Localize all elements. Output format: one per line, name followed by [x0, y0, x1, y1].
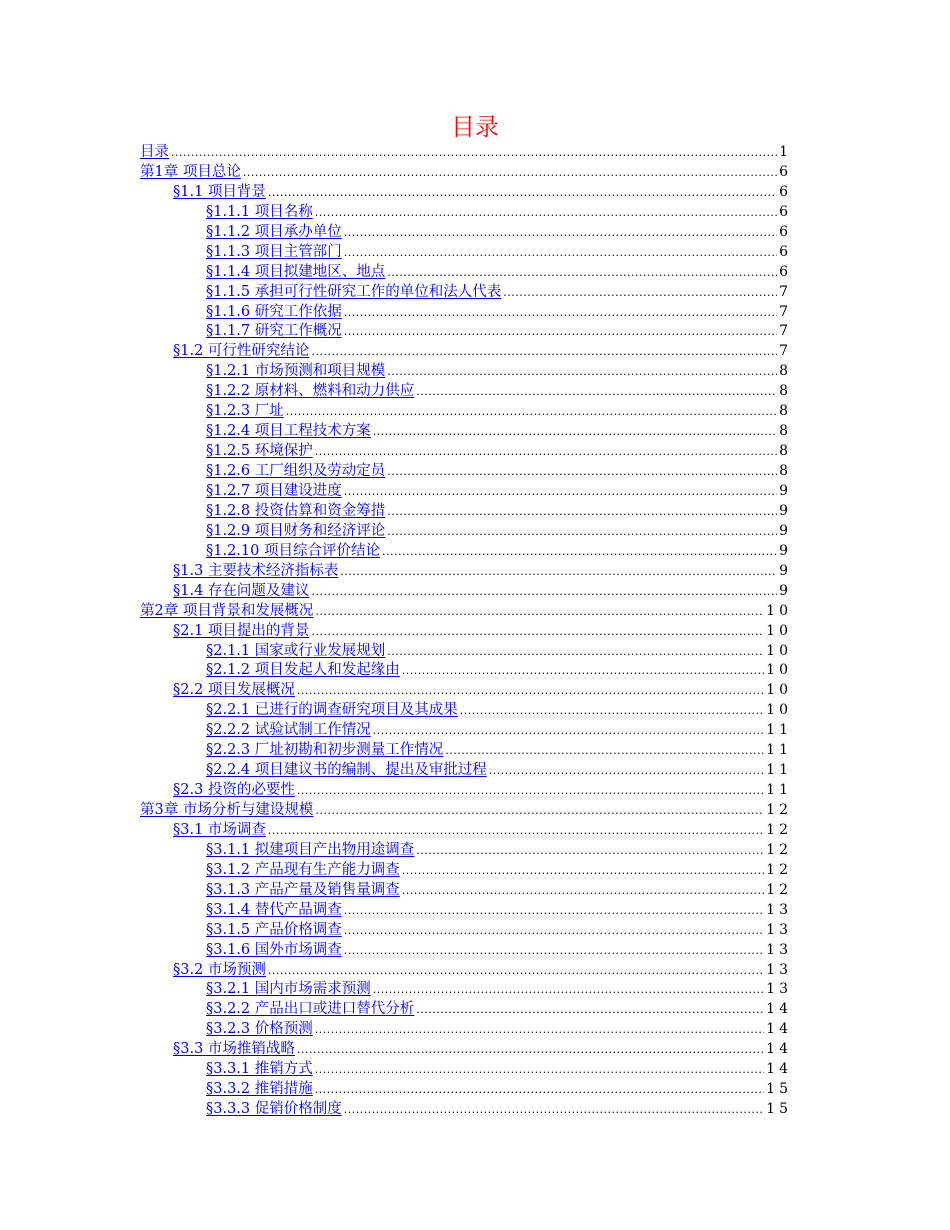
toc-entry-link[interactable]: 第1章 项目总论 — [140, 163, 241, 180]
toc-dot-leader — [344, 322, 777, 342]
toc-page-number: 15 — [766, 1101, 792, 1118]
toc-dot-leader — [297, 1040, 764, 1060]
toc-page-number: 6 — [779, 263, 792, 280]
toc-entry[interactable] — [206, 1059, 792, 1079]
toc-page-number: 8 — [779, 403, 792, 420]
toc-entry[interactable] — [173, 820, 792, 840]
toc-page-number: 14 — [766, 1001, 792, 1018]
toc-page-number: 1 — [779, 144, 792, 160]
toc-entry[interactable] — [173, 780, 792, 800]
toc-page-number: 11 — [766, 782, 792, 799]
toc-dot-leader — [311, 582, 777, 602]
toc-entry[interactable] — [173, 1039, 792, 1059]
toc-entry-link[interactable]: §2.1 项目提出的背景 — [173, 622, 310, 639]
toc-dot-leader — [268, 821, 764, 841]
toc-dot-leader — [344, 482, 777, 502]
toc-entry[interactable] — [140, 800, 792, 820]
toc-page-number: 10 — [766, 622, 792, 639]
toc-entry-link[interactable]: §1.2.2 原材料、燃料和动力供应 — [206, 383, 415, 400]
toc-dot-leader — [344, 243, 777, 263]
toc-entry-link[interactable]: §1.1.4 项目拟建地区、地点 — [206, 263, 386, 280]
toc-entry-link[interactable]: §3.2 市场预测 — [173, 961, 266, 978]
toc-entry[interactable] — [206, 1079, 792, 1099]
toc-dot-leader — [344, 941, 764, 961]
toc-entry-link[interactable]: §1.1.1 项目名称 — [206, 203, 313, 220]
toc-dot-leader — [297, 681, 764, 701]
toc-page-number: 8 — [779, 423, 792, 440]
toc-entry[interactable] — [173, 561, 792, 581]
toc-dot-leader — [315, 1080, 764, 1100]
toc-entry[interactable] — [206, 302, 792, 322]
toc-page-number: 11 — [766, 722, 792, 739]
toc-dot-leader — [503, 283, 777, 303]
toc-entry-link[interactable]: §3.2.3 价格预测 — [206, 1021, 313, 1038]
toc-page-number: 6 — [779, 163, 792, 180]
toc-entry-link[interactable]: §3.2.2 产品出口或进口替代分析 — [206, 1001, 415, 1018]
toc-page-number: 9 — [779, 562, 792, 579]
toc-page-number: 8 — [779, 383, 792, 400]
toc-entry-link[interactable]: §1.4 存在问题及建议 — [173, 582, 310, 599]
toc-dot-leader — [402, 881, 764, 901]
toc-entry[interactable] — [206, 920, 792, 940]
toc-entry-link[interactable]: §3.2.1 国内市场需求预测 — [206, 981, 371, 998]
toc-dot-leader — [344, 921, 764, 941]
toc-entry[interactable] — [206, 740, 792, 760]
toc-entry-link[interactable]: §1.1.6 研究工作依据 — [206, 303, 342, 320]
page-title: 目录 — [451, 113, 499, 141]
toc-entry-link[interactable]: §3.3.3 促销价格制度 — [206, 1101, 342, 1118]
toc-page-number: 12 — [766, 881, 792, 898]
toc-dot-leader — [387, 362, 777, 382]
toc-dot-leader — [311, 622, 764, 642]
toc-entry[interactable] — [206, 1019, 792, 1039]
toc-page-number: 9 — [779, 522, 792, 539]
toc-page-number: 6 — [779, 223, 792, 240]
toc-entry-link[interactable]: 第3章 市场分析与建设规模 — [140, 802, 314, 819]
toc-entry[interactable] — [206, 641, 792, 661]
toc-page-number: 10 — [766, 682, 792, 699]
toc-dot-leader — [171, 143, 777, 163]
toc-page-number: 15 — [766, 1081, 792, 1098]
toc-page-number: 12 — [766, 821, 792, 838]
toc-dot-leader — [489, 761, 764, 781]
toc-entry[interactable] — [206, 1099, 792, 1119]
toc-dot-leader — [373, 422, 777, 442]
toc-page-number: 10 — [766, 702, 792, 719]
toc-page-number: 13 — [766, 961, 792, 978]
toc-entry[interactable] — [206, 222, 792, 242]
toc-entry[interactable] — [206, 501, 792, 521]
toc-page-number: 6 — [779, 203, 792, 220]
toc-page-number: 14 — [766, 1041, 792, 1058]
toc-dot-leader — [373, 721, 764, 741]
toc-page-number: 9 — [779, 502, 792, 519]
toc-entry[interactable] — [206, 441, 792, 461]
toc-entry-link[interactable]: §1.2.4 项目工程技术方案 — [206, 423, 371, 440]
toc-entry-link[interactable]: §1.1.5 承担可行性研究工作的单位和法人代表 — [206, 283, 502, 300]
toc-entry-link[interactable]: §1.1.2 项目承办单位 — [206, 223, 342, 240]
toc-page-number: 7 — [779, 283, 792, 300]
toc-entry-link[interactable]: §3.1.2 产品现有生产能力调查 — [206, 861, 400, 878]
toc-entry[interactable] — [206, 282, 792, 302]
toc-page-number: 12 — [766, 841, 792, 858]
toc-entry-link[interactable]: §1.1.7 研究工作概况 — [206, 323, 342, 340]
toc-page-number: 13 — [766, 941, 792, 958]
toc-page-number: 13 — [766, 981, 792, 998]
toc-entry-link[interactable]: §1.3 主要技术经济指标表 — [173, 562, 339, 579]
toc-page-number: 14 — [766, 1021, 792, 1038]
toc-entry[interactable] — [140, 162, 792, 182]
toc-entry-link[interactable]: §1.2.8 投资估算和资金筹措 — [206, 502, 386, 519]
toc-page-number: 7 — [779, 323, 792, 340]
toc-page-number: 11 — [766, 742, 792, 759]
toc-entry-link[interactable]: §1.2.6 工厂组织及劳动定员 — [206, 463, 386, 480]
toc-dot-leader — [315, 602, 764, 622]
toc-dot-leader — [387, 502, 777, 522]
toc-dot-leader — [344, 901, 764, 921]
toc-entry-link[interactable]: §1.2 可行性研究结论 — [173, 343, 310, 360]
toc-entry[interactable] — [206, 999, 792, 1019]
toc-dot-leader — [344, 1100, 764, 1120]
toc-entry[interactable] — [206, 321, 792, 341]
toc-entry-link[interactable]: §3.1.6 国外市场调查 — [206, 941, 342, 958]
toc-dot-leader — [286, 402, 777, 422]
toc-dot-leader — [382, 542, 777, 562]
toc-page-number: 6 — [779, 243, 792, 260]
toc-dot-leader — [315, 1060, 764, 1080]
toc-entry-link[interactable]: §2.2.4 项目建议书的编制、提出及审批过程 — [206, 762, 487, 779]
toc-entry-link[interactable]: §2.2.3 厂址初勘和初步测量工作情况 — [206, 742, 444, 759]
toc-dot-leader — [315, 203, 777, 223]
toc-dot-leader — [344, 223, 777, 243]
toc-page-number: 12 — [766, 802, 792, 819]
toc-entry[interactable] — [206, 461, 792, 481]
toc-page-number: 13 — [766, 901, 792, 918]
toc-dot-leader — [387, 642, 764, 662]
toc-dot-leader — [243, 163, 777, 183]
toc-entry[interactable] — [173, 680, 792, 700]
toc-entry-link[interactable]: §1.2.7 项目建设进度 — [206, 482, 342, 499]
toc-dot-leader — [311, 342, 777, 362]
toc-entry-link[interactable]: §3.3.2 推销措施 — [206, 1081, 313, 1098]
toc-dot-leader — [445, 741, 764, 761]
toc-entry-link[interactable]: §2.2 项目发展概况 — [173, 682, 295, 699]
toc-entry[interactable] — [173, 960, 792, 980]
toc-entry-link[interactable]: §1.2.9 项目财务和经济评论 — [206, 522, 386, 539]
toc-entry[interactable] — [206, 421, 792, 441]
toc-page-number: 9 — [779, 542, 792, 559]
toc-entry[interactable] — [206, 860, 792, 880]
toc-page-number: 8 — [779, 443, 792, 460]
toc-entry[interactable] — [173, 581, 792, 601]
toc-page-number: 8 — [779, 463, 792, 480]
toc-entry-link[interactable]: §1.2.5 环境保护 — [206, 443, 313, 460]
toc-entry-link[interactable]: §2.3 投资的必要性 — [173, 782, 295, 799]
toc-entry[interactable] — [140, 142, 792, 162]
toc-page-number: 6 — [779, 183, 792, 200]
toc-entry-link[interactable]: 第2章 项目背景和发展概况 — [140, 602, 314, 619]
toc-entry-link[interactable]: §3.3 市场推销战略 — [173, 1041, 295, 1058]
toc-dot-leader — [268, 183, 777, 203]
toc-entry[interactable] — [206, 541, 792, 561]
toc-entry[interactable] — [173, 182, 792, 202]
toc-entry[interactable] — [206, 900, 792, 920]
toc-entry[interactable] — [206, 660, 792, 680]
toc-entry[interactable] — [206, 401, 792, 421]
toc-entry[interactable] — [206, 242, 792, 262]
toc-page-number: 10 — [766, 642, 792, 659]
toc-entry-link[interactable]: §2.2.2 试验试制工作情况 — [206, 722, 371, 739]
toc-dot-leader — [297, 781, 764, 801]
toc-entry-link[interactable]: §3.1.5 产品价格调查 — [206, 921, 342, 938]
toc-entry-link[interactable]: §1.2.3 厂址 — [206, 403, 284, 420]
toc-entry[interactable] — [206, 361, 792, 381]
toc-dot-leader — [340, 562, 777, 582]
toc-dot-leader — [416, 1000, 764, 1020]
toc-entry[interactable] — [206, 880, 792, 900]
toc-entry-link[interactable]: §1.2.1 市场预测和项目规模 — [206, 363, 386, 380]
toc-dot-leader — [460, 701, 764, 721]
toc-entry[interactable] — [206, 720, 792, 740]
toc-entry[interactable] — [206, 381, 792, 401]
toc-entry-link[interactable]: §2.2.1 已进行的调查研究项目及其成果 — [206, 702, 458, 719]
toc-entry-link[interactable]: §3.1 市场调查 — [173, 821, 266, 838]
toc-entry-link[interactable]: §1.1 项目背景 — [173, 183, 266, 200]
toc-dot-leader — [387, 522, 777, 542]
toc-entry[interactable] — [206, 700, 792, 720]
toc-page-number: 8 — [779, 363, 792, 380]
toc-page-number: 9 — [779, 582, 792, 599]
toc-dot-leader — [402, 861, 764, 881]
toc-entry[interactable] — [173, 621, 792, 641]
toc-page-number: 7 — [779, 343, 792, 360]
toc-entry[interactable] — [206, 202, 792, 222]
toc-entry[interactable] — [206, 940, 792, 960]
toc-dot-leader — [387, 462, 777, 482]
toc-entry[interactable] — [206, 840, 792, 860]
toc-page-number: 10 — [766, 662, 792, 679]
toc-entry-link[interactable]: §2.1.1 国家或行业发展规划 — [206, 642, 386, 659]
toc-dot-leader — [268, 961, 764, 981]
toc-page-number: 10 — [766, 602, 792, 619]
toc-entry[interactable] — [206, 262, 792, 282]
toc-entry-link[interactable]: §1.1.3 项目主管部门 — [206, 243, 342, 260]
toc-entry-link[interactable]: §3.1.1 拟建项目产出物用途调查 — [206, 841, 415, 858]
toc-dot-leader — [416, 382, 777, 402]
toc-dot-leader — [416, 841, 764, 861]
toc-dot-leader — [315, 1020, 764, 1040]
toc-page-number: 12 — [766, 861, 792, 878]
toc-page-number: 13 — [766, 921, 792, 938]
toc-entry-link[interactable]: §1.2.10 项目综合评价结论 — [206, 542, 380, 559]
toc-entry-link[interactable]: §3.1.4 替代产品调查 — [206, 901, 342, 918]
toc-page-number: 14 — [766, 1061, 792, 1078]
toc-dot-leader — [402, 661, 764, 681]
toc-entry[interactable] — [206, 979, 792, 999]
toc-dot-leader — [315, 801, 764, 821]
toc-page-number: 11 — [766, 762, 792, 779]
toc-dot-leader — [387, 263, 777, 283]
toc-entry[interactable] — [206, 760, 792, 780]
toc-entry-link[interactable]: §2.1.2 项目发起人和发起缘由 — [206, 662, 400, 679]
toc-entry[interactable] — [206, 481, 792, 501]
toc-page-number: 7 — [779, 303, 792, 320]
toc-entry-link[interactable]: §3.3.1 推销方式 — [206, 1061, 313, 1078]
toc-entry[interactable] — [206, 521, 792, 541]
toc-entry-link[interactable]: 目录 — [140, 144, 169, 160]
toc-dot-leader — [344, 303, 777, 323]
toc-dot-leader — [315, 442, 777, 462]
toc-dot-leader — [373, 980, 764, 1000]
toc-entry-link[interactable]: §3.1.3 产品产量及销售量调查 — [206, 881, 400, 898]
toc-entry[interactable] — [173, 341, 792, 361]
toc-entry[interactable] — [140, 601, 792, 621]
toc-page-number: 9 — [779, 482, 792, 499]
